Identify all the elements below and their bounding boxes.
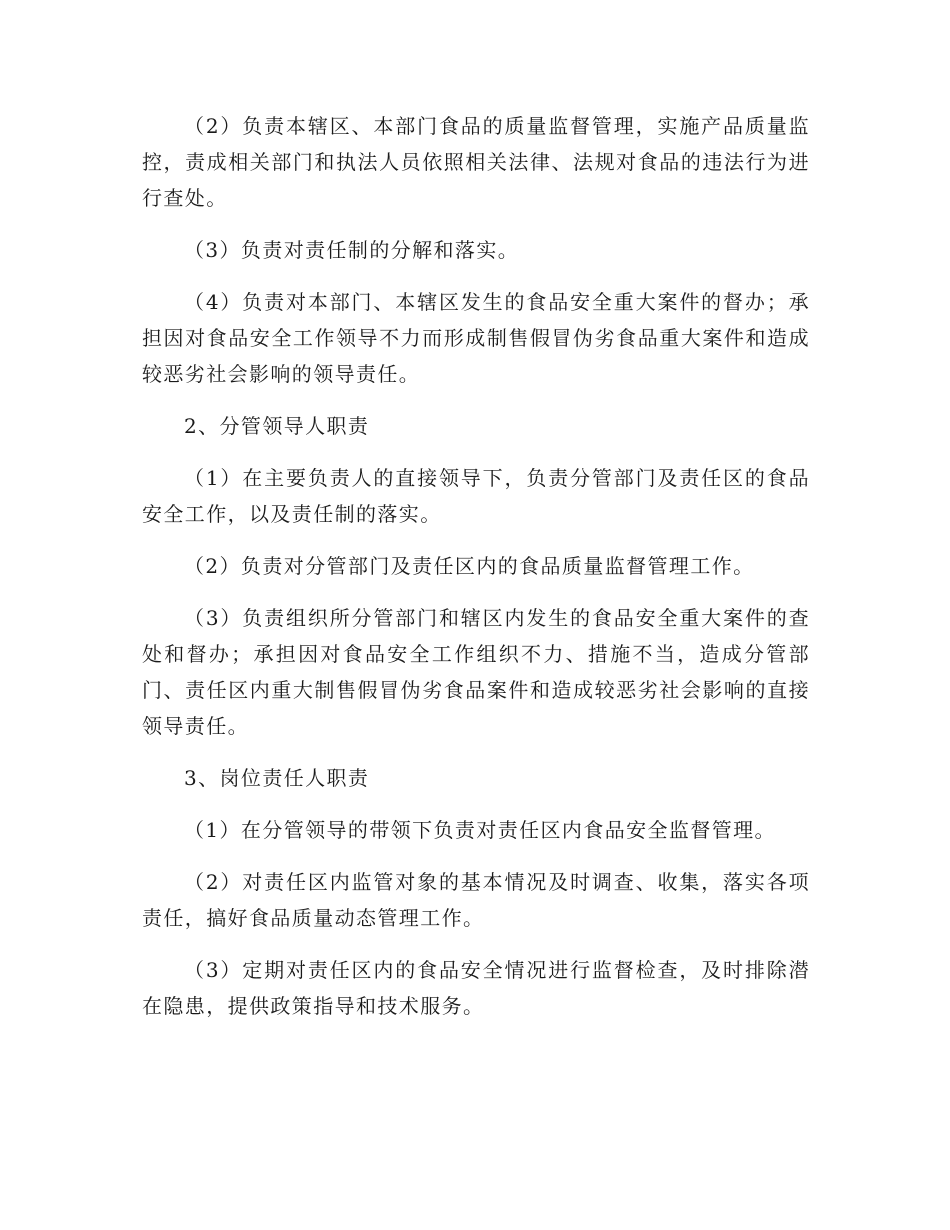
paragraph-main-leader-duty-3: （3）负责对责任制的分解和落实。: [184, 238, 520, 262]
paragraph-post-duty-3: （3）定期对责任区内的食品安全情况进行监督检查，及时排除潜在隐患，提供政策指导和技术服务。: [142, 958, 810, 1018]
paragraph-deputy-leader-duty-3: （3）负责组织所分管部门和辖区内发生的食品安全重大案件的查处和督办；承担因对食品安全工作组织不力、措施不当，造成分管部门、责任区内重大制售假冒伪劣食品案件和造成较恶劣社会影响的直接领导责任。: [142, 606, 810, 738]
paragraph-deputy-leader-duty-1: （1）在主要负责人的直接领导下，负责分管部门及责任区的食品安全工作，以及责任制的落实。: [142, 466, 810, 526]
paragraph-post-duty-1: （1）在分管领导的带领下负责对责任区内食品安全监督管理。: [184, 818, 776, 842]
section-heading-post-responsible: 3、岗位责任人职责: [184, 766, 370, 790]
paragraph-main-leader-duty-2: （2）负责本辖区、本部门食品的质量监督管理，实施产品质量监控，责成相关部门和执法人员依照相关法律、法规对食品的违法行为进行查处。: [142, 114, 810, 210]
paragraph-main-leader-duty-4: （4）负责对本部门、本辖区发生的食品安全重大案件的督办；承担因对食品安全工作领导不力而形成制售假冒伪劣食品重大案件和造成较恶劣社会影响的领导责任。: [142, 290, 810, 386]
paragraph-deputy-leader-duty-2: （2）负责对分管部门及责任区内的食品质量监督管理工作。: [184, 554, 755, 578]
section-heading-deputy-leader: 2、分管领导人职责: [184, 414, 370, 438]
document-body: [142, 108, 810, 1040]
paragraph-post-duty-2: （2）对责任区内监管对象的基本情况及时调查、收集，落实各项责任，搞好食品质量动态管理工作。: [142, 870, 810, 930]
